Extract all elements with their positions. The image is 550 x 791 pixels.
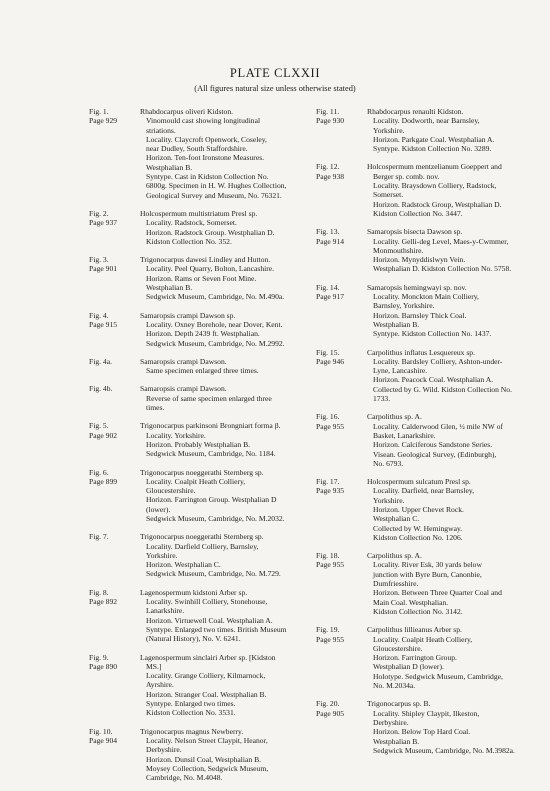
figure-label — [316, 477, 367, 542]
figure-description — [140, 727, 314, 783]
right-column — [316, 107, 546, 764]
description-line: Derbyshire. — [373, 717, 409, 727]
description-line: Yorkshire. — [373, 125, 405, 135]
figure-description — [367, 477, 546, 542]
figure-label — [316, 227, 367, 273]
species-name: Trigonocarpus magnus Newberry. — [140, 726, 244, 736]
figure-description — [367, 551, 546, 616]
figure-page: Page 946 — [316, 356, 345, 366]
figure-description — [140, 357, 314, 376]
figure-page: Page 892 — [89, 597, 118, 607]
figure-entry — [89, 468, 314, 524]
description-line: Locality. Nelson Street Claypit, Heanor, — [146, 735, 268, 745]
figure-entry — [89, 311, 314, 348]
species-name: Samaropsis bisecta Dawson sp. — [367, 227, 463, 237]
description-line: Locality. Coalpit Heath Colliery, — [146, 476, 246, 486]
description-line: Moysey Collection, Sedgwick Museum, — [146, 763, 269, 773]
species-name: Samaropsis hemingwayi sp. nov. — [367, 282, 467, 292]
description-line: Sedgwick Museum, Cambridge, No. M.490a. — [146, 292, 285, 302]
description-line: Syntype. Kidston Collection No. 3289. — [373, 144, 492, 154]
left-column — [89, 107, 314, 791]
figure-number: Fig. 14. — [316, 282, 340, 292]
species-name: Holcospermum multistriatum Presl sp. — [140, 208, 258, 218]
figure-description — [367, 699, 546, 755]
species-name: Samaropsis crampi Dawson. — [140, 384, 227, 394]
figure-description — [367, 162, 546, 218]
figure-number: Fig. 6. — [89, 467, 109, 477]
figure-label — [316, 625, 367, 690]
description-line: Westphalian B. — [373, 736, 420, 746]
figure-description — [367, 107, 546, 153]
plate-subtitle: (All figures natural size unless otherwise stated) — [194, 84, 356, 93]
description-line: Horizon. Dunsil Coal, Westphalian B. — [146, 754, 262, 764]
figure-description — [367, 227, 546, 273]
species-name: Trigonocarpus noeggerathi Sternberg sp. — [140, 532, 264, 542]
plate-title: PLATE CLXXII — [229, 66, 321, 80]
description-line: Westphalian B. — [146, 283, 193, 293]
species-name: Samaropsis crampi Dawson. — [140, 356, 227, 366]
description-line: Westphalian D. Kidston Collection No. 5758. — [373, 264, 512, 274]
figure-label — [316, 412, 367, 468]
figure-description — [367, 412, 546, 468]
description-line: Westphalian B. — [146, 162, 193, 172]
figure-label — [316, 162, 367, 218]
figure-label — [316, 699, 367, 755]
description-line: Sedgwick Museum, Cambridge, No. M.2032. — [146, 513, 285, 523]
species-name: Trigonocarpus sp. B. — [367, 699, 431, 709]
description-line: Sedgwick Museum, Cambridge, No. M.3982a. — [373, 745, 515, 755]
figure-label — [89, 727, 140, 783]
figure-label — [89, 209, 140, 246]
description-line: Collected by G. Wild. Kidston Collection No. — [373, 384, 512, 394]
description-line: Holotype. Sedgwick Museum, Cambridge, — [373, 671, 503, 681]
description-line: Gloucestershire. — [373, 643, 423, 653]
description-line: Locality. Oxney Borehole, near Dover, Kent. — [146, 319, 283, 329]
figure-page: Page 955 — [316, 421, 345, 431]
description-line: Horizon. Parkgate Coal. Westphalian A. — [373, 134, 495, 144]
species-name: Rhabdocarpus oliveri Kidston. — [140, 107, 234, 116]
description-line: Syntype. Cast in Kidston Collection No. — [146, 172, 269, 182]
description-line: Horizon. Calciferous Sandstone Series. — [373, 440, 493, 450]
description-line: Horizon. Westphalian C. — [146, 560, 221, 570]
description-line: Sedgwick Museum, Cambridge, No. M.2992. — [146, 338, 285, 348]
figure-page: Page 914 — [316, 236, 345, 246]
description-line: Locality. Coalpit Heath Colliery, — [373, 634, 473, 644]
figure-description — [140, 311, 314, 348]
figure-number: Fig. 10. — [89, 726, 113, 736]
description-line: Locality. Peel Quarry, Bolton, Lancashire. — [146, 264, 275, 274]
description-line: Reverse of same specimen enlarged three — [146, 393, 272, 403]
description-line: Westphalian D (lower). — [373, 662, 444, 672]
description-line: Locality. Braysdown Colliery, Radstock, — [373, 181, 497, 191]
figure-label — [89, 384, 140, 412]
figure-entry — [89, 532, 314, 578]
description-line: Locality. Calderwood Glen, ½ mile NW of — [373, 421, 503, 431]
figure-number: Fig. 13. — [316, 227, 340, 237]
figure-number: Fig. 2. — [89, 208, 109, 218]
figure-number: Fig. 15. — [316, 347, 340, 357]
description-line: Lanarkshire. — [146, 606, 185, 616]
description-line: Horizon. Ten-foot Ironstone Measures. — [146, 153, 265, 163]
figure-label — [89, 532, 140, 578]
description-line: 1733. — [373, 394, 391, 404]
figure-number: Fig. 4b. — [89, 384, 113, 394]
description-line: Collected by W. Hemingway. — [373, 523, 463, 533]
figure-description — [140, 255, 314, 301]
description-line: (lower). — [146, 504, 171, 514]
species-name: Holcospermum mentzelianum Goeppert and — [367, 162, 502, 172]
description-line: Locality. Claycroft Openwork, Coseley, — [146, 134, 267, 144]
figure-label — [89, 653, 140, 718]
description-line: Locality. Grange Colliery, Kilmarnock, — [146, 671, 266, 681]
figure-page: Page 917 — [316, 292, 345, 302]
description-line: Basket, Lanarkshire. — [373, 430, 436, 440]
description-line: Cambridge, No. M.4048. — [146, 773, 223, 783]
description-line: Horizon. Between Three Quarter Coal and — [373, 588, 502, 598]
description-line: Kidston Collection No. 1206. — [373, 532, 463, 542]
species-name: Trigonocarpus parkinsoni Brongniart forma β. — [140, 421, 281, 431]
description-line: Kidston Collection No. 3531. — [146, 708, 236, 718]
description-line: Westphalian C. — [373, 514, 420, 524]
figure-page: Page 955 — [316, 634, 345, 644]
description-line: Horizon. Radstock Group. Westphalian D. — [146, 227, 275, 237]
description-line: Same specimen enlarged three times. — [146, 366, 259, 376]
description-line: No. 6793. — [373, 458, 404, 468]
figure-entry — [89, 107, 314, 200]
figure-description — [367, 348, 546, 404]
description-line: Horizon. Virtuewell Coal. Westphalian A. — [146, 615, 273, 625]
figure-entry — [89, 421, 314, 458]
figure-description — [140, 384, 314, 412]
description-line: near Dudley, South Staffordshire. — [146, 144, 248, 154]
description-line: 6800g. Specimen in H. W. Hughes Collection, — [146, 181, 287, 191]
description-line: Westphalian B. — [373, 319, 420, 329]
figure-label — [316, 107, 367, 153]
figure-page: Page 938 — [316, 171, 345, 181]
figure-entry — [89, 653, 314, 718]
description-line: Visean. Geological Survey, (Edinburgh), — [373, 449, 497, 459]
figure-number: Fig. 17. — [316, 477, 340, 487]
description-line: Lyne, Lancashire. — [373, 366, 428, 376]
figure-label — [89, 421, 140, 458]
description-line: Locality. Dodworth, near Barnsley, — [373, 116, 480, 126]
figure-label — [316, 348, 367, 404]
description-line: Barnsley, Yorkshire. — [373, 301, 435, 311]
description-line: Yorkshire. — [146, 550, 178, 560]
description-line: Locality. Darfield, near Barnsley, — [373, 486, 475, 496]
figure-page: Page 937 — [89, 218, 118, 228]
figure-description — [140, 107, 314, 200]
figure-number: Fig. 20. — [316, 699, 340, 709]
description-line: Derbyshire. — [146, 745, 182, 755]
figure-label — [89, 357, 140, 376]
figure-entry — [89, 384, 314, 412]
description-line: Locality. Darfield Colliery, Barnsley, — [146, 541, 259, 551]
description-line: Berger sp. comb. nov. — [373, 171, 440, 181]
figure-page: Page 930 — [316, 116, 345, 126]
figure-entry — [89, 588, 314, 644]
figure-number: Fig. 18. — [316, 551, 340, 561]
description-line: Locality. Bardsley Colliery, Ashton-under- — [373, 356, 503, 366]
description-line: Sedgwick Museum, Cambridge, No. M.729. — [146, 569, 281, 579]
figure-entry — [89, 727, 314, 783]
species-name: Carpolithus inflatus Lesquereux sp. — [367, 347, 475, 357]
figure-label — [89, 255, 140, 301]
description-line: Geological Survey and Museum, No. 76321. — [146, 190, 282, 200]
description-line: Locality. Yorkshire. — [146, 430, 206, 440]
description-line: Kidston Collection No. 352. — [146, 236, 232, 246]
figure-label — [89, 588, 140, 644]
figure-description — [140, 532, 314, 578]
figure-entry — [316, 227, 546, 273]
description-line: Horizon. Radstock Group, Westphalian D. — [373, 199, 502, 209]
figure-label — [316, 551, 367, 616]
figure-page: Page 899 — [89, 476, 118, 486]
figure-page: Page 905 — [316, 708, 345, 718]
figure-entry — [316, 477, 546, 542]
figure-number: Fig. 11. — [316, 107, 340, 116]
figure-number: Fig. 4. — [89, 310, 109, 320]
description-line: Horizon. Below Top Hard Coal. — [373, 727, 471, 737]
figure-description — [140, 468, 314, 524]
figure-number: Fig. 12. — [316, 162, 340, 172]
figure-number: Fig. 5. — [89, 421, 109, 431]
species-name: Rhabdocarpus renaulti Kidston. — [367, 107, 464, 116]
species-name: Trigonocarpus dawesi Lindley and Hutton. — [140, 255, 271, 265]
figure-number: Fig. 8. — [89, 587, 109, 597]
figure-label — [316, 283, 367, 339]
description-line: Locality. Swinhill Colliery, Stonehouse, — [146, 597, 268, 607]
description-line: Locality. Shipley Claypit, Ilkeston, — [373, 708, 480, 718]
species-name: Holcospermum sulcatum Presl sp. — [367, 477, 471, 487]
description-line: Locality. Monckton Main Colliery, — [373, 292, 479, 302]
figure-number: Fig. 4a. — [89, 356, 112, 366]
figure-entry — [316, 107, 546, 153]
description-line: Horizon. Probably Westphalian B. — [146, 439, 251, 449]
description-line: Horizon. Mynyddislwyn Vein. — [373, 255, 466, 265]
species-name: Lagenospermum sinclairi Arber sp. [Kidston — [140, 652, 276, 662]
figure-page: Page 904 — [89, 735, 118, 745]
description-line: Yorkshire. — [373, 495, 405, 505]
description-line: Horizon. Depth 2439 ft. Westphalian. — [146, 329, 260, 339]
figure-number: Fig. 3. — [89, 255, 109, 265]
description-line: Sedgwick Museum, Cambridge, No. 1184. — [146, 449, 276, 459]
species-name: Trigonocarpus noeggerathi Sternberg sp. — [140, 467, 264, 477]
figure-page: Page 929 — [89, 116, 118, 126]
description-line: Horizon. Farrington Group. Westphalian D — [146, 495, 277, 505]
figure-entry — [316, 699, 546, 755]
description-line: Main Coal. Westphalian. — [373, 597, 449, 607]
description-line: Kidston Collection No. 3142. — [373, 606, 463, 616]
figure-entry — [89, 357, 314, 376]
description-line: Syntype. Kidston Collection No. 1437. — [373, 329, 492, 339]
species-name: Samaropsis crampi Dawson sp. — [140, 310, 236, 320]
description-line: Locality. River Esk, 30 yards below — [373, 560, 482, 570]
figure-number: Fig. 1. — [89, 107, 109, 116]
species-name: Carpolithus sp. A. — [367, 551, 422, 561]
figure-entry — [89, 209, 314, 246]
description-line: No. M.2034a. — [373, 681, 416, 691]
figure-description — [140, 653, 314, 718]
description-line: Locality. Radstock, Somerset. — [146, 218, 237, 228]
description-line: MS.] — [146, 661, 162, 671]
figure-page: Page 935 — [316, 486, 345, 496]
figure-number: Fig. 7. — [89, 532, 109, 542]
figure-page: Page 890 — [89, 661, 118, 671]
description-line: Ayrshire. — [146, 680, 174, 690]
figure-page: Page 902 — [89, 430, 118, 440]
figure-entry — [316, 412, 546, 468]
figure-entry — [316, 625, 546, 690]
figure-label — [89, 311, 140, 348]
figure-description — [140, 421, 314, 458]
description-line: times. — [146, 403, 165, 413]
description-line: junction with Byre Burn, Canonbie, — [373, 569, 482, 579]
description-line: Horizon. Peacock Coal. Westphalian A. — [373, 375, 494, 385]
figure-description — [367, 283, 546, 339]
description-line: Horizon. Upper Chevet Rock. — [373, 504, 464, 514]
description-line: Syntype. Enlarged two times. British Museum — [146, 624, 287, 634]
species-name: Carpolithus sp. A. — [367, 412, 422, 422]
description-line: Dumfriesshire. — [373, 579, 419, 589]
figure-page: Page 901 — [89, 264, 118, 274]
figure-description — [140, 209, 314, 246]
figure-label — [89, 107, 140, 200]
figure-entry — [316, 162, 546, 218]
description-line: Horizon. Rams or Seven Foot Mine. — [146, 273, 257, 283]
figure-description — [367, 625, 546, 690]
figure-entry — [316, 348, 546, 404]
species-name: Carpolithus lillieanus Arber sp. — [367, 625, 462, 635]
description-line: striations. — [146, 125, 176, 135]
description-line: (Natural History), No. V. 6241. — [146, 634, 241, 644]
description-line: Locality. Gelli-deg Level, Maes-y-Cwmmer, — [373, 236, 509, 246]
figure-number: Fig. 19. — [316, 625, 340, 635]
description-line: Vinomould cast showing longitudinal — [146, 116, 261, 126]
figure-label — [89, 468, 140, 524]
description-line: Horizon. Farrington Group. — [373, 653, 457, 663]
description-line: Kidston Collection No. 3447. — [373, 208, 463, 218]
description-line: Syntype. Enlarged two times. — [146, 699, 236, 709]
description-line: Horizon. Barnsley Thick Coal. — [373, 310, 467, 320]
figure-number: Fig. 16. — [316, 412, 340, 422]
figure-entry — [316, 551, 546, 616]
description-line: Somerset. — [373, 190, 404, 200]
figure-page: Page 915 — [89, 319, 118, 329]
description-line: Horizon. Stranger Coal. Westphalian B. — [146, 689, 267, 699]
figure-description — [140, 588, 314, 644]
description-line: Gloucestershire. — [146, 486, 196, 496]
figure-entry — [316, 283, 546, 339]
figure-entry — [89, 255, 314, 301]
figure-page: Page 955 — [316, 560, 345, 570]
species-name: Lagenospermum kidstoni Arber sp. — [140, 587, 248, 597]
figure-number: Fig. 9. — [89, 652, 109, 662]
description-line: Monmouthshire. — [373, 245, 424, 255]
